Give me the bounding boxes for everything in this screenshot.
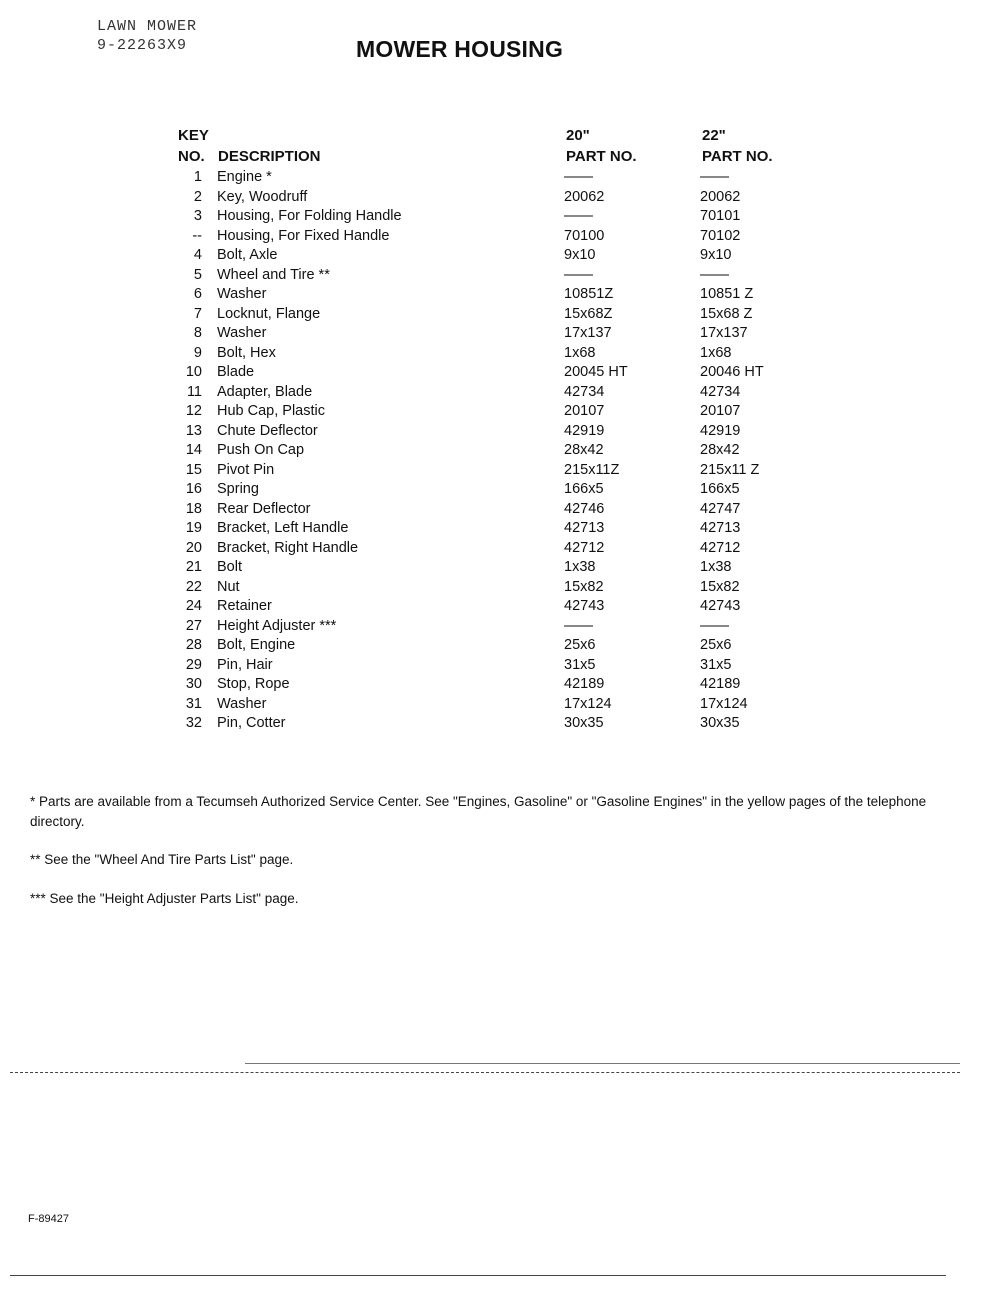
part-number-22: 70101 (700, 208, 741, 224)
part-number-20: —— (564, 169, 593, 185)
number-column-header: NO. (178, 148, 205, 165)
part-description: Wheel and Tire ** (217, 266, 330, 283)
part-number-22: —— (700, 617, 729, 634)
divider-line (10, 1072, 960, 1073)
part-number-20: 9x10 (564, 247, 596, 263)
footnote-height-adjuster: *** See the "Height Adjuster Parts List" page. (30, 891, 299, 906)
table-row (0, 285, 1000, 305)
key-number: -- (192, 227, 202, 244)
part-description: Housing, For Folding Handle (217, 208, 402, 224)
table-row (0, 422, 1000, 442)
part-description: Washer (217, 286, 267, 302)
table-row (0, 402, 1000, 422)
table-row (0, 480, 1000, 500)
key-number: 8 (193, 325, 202, 341)
part-description: Height Adjuster *** (217, 617, 337, 634)
part-description: Adapter, Blade (217, 383, 313, 400)
table-row (0, 695, 1000, 715)
part-number-20: 70100 (564, 227, 605, 244)
part-number-22: 10851 Z (700, 286, 754, 302)
table-row (0, 461, 1000, 481)
part-number-22: 20062 (700, 188, 741, 205)
part-description: Nut (217, 578, 240, 595)
part-number-22: 42743 (700, 598, 741, 614)
part-number-20: 42712 (564, 539, 605, 556)
key-number: 20 (185, 539, 202, 556)
key-number: 24 (185, 598, 202, 614)
table-row (0, 363, 1000, 383)
part-number-20: 166x5 (564, 481, 604, 497)
key-number: 27 (185, 617, 202, 634)
part-number-22: —— (700, 169, 729, 185)
table-row (0, 597, 1000, 617)
part-description: Housing, For Fixed Handle (217, 227, 390, 244)
part-number-20: 28x42 (564, 442, 604, 458)
part-number-20: 1x68 (564, 344, 596, 361)
key-number: 2 (193, 188, 202, 205)
part-description: Bolt, Hex (217, 344, 276, 361)
part-description: Bolt, Axle (217, 247, 278, 263)
part-number-22: 31x5 (700, 656, 732, 673)
key-number: 15 (185, 461, 202, 478)
part-number-22: —— (700, 266, 729, 283)
key-number: 6 (193, 286, 202, 302)
part-number-20: 1x38 (564, 559, 596, 575)
table-row (0, 246, 1000, 266)
table-row (0, 305, 1000, 325)
size-22-header: 22" (702, 127, 726, 144)
part-number-20: 15x68Z (564, 305, 613, 322)
table-row (0, 656, 1000, 676)
part-number-20: 42189 (564, 676, 605, 692)
key-number: 21 (185, 559, 202, 575)
part-number-22: 28x42 (700, 442, 740, 458)
part-number-22: 9x10 (700, 247, 732, 263)
part-number-22: 30x35 (700, 715, 740, 731)
part-number-22: 17x124 (700, 695, 748, 712)
part-description: Retainer (217, 598, 272, 614)
part-number-22: 20046 HT (700, 364, 764, 380)
part-number-22: 17x137 (700, 325, 748, 341)
size-20-header: 20" (566, 127, 590, 144)
key-number: 3 (193, 208, 202, 224)
part-description: Pivot Pin (217, 461, 275, 478)
part-number-22: 42747 (700, 500, 741, 517)
key-number: 12 (185, 403, 202, 419)
key-number: 5 (193, 266, 202, 283)
part-description: Bracket, Right Handle (217, 539, 359, 556)
table-row (0, 207, 1000, 227)
part-number-20: 17x124 (564, 695, 612, 712)
part-number-20: 215x11Z (564, 461, 620, 478)
table-row (0, 539, 1000, 559)
key-number: 30 (185, 676, 202, 692)
part-number-20: 30x35 (564, 715, 604, 731)
key-column-header: KEY (178, 127, 209, 144)
part-description: Pin, Cotter (217, 715, 286, 731)
part-number-20: —— (564, 208, 593, 224)
part-description: Key, Woodruff (217, 188, 308, 205)
form-number: F-89427 (28, 1213, 69, 1225)
part-number-20: —— (564, 266, 593, 283)
key-number: 14 (185, 442, 202, 458)
table-row (0, 188, 1000, 208)
part-description: Bolt (217, 559, 242, 575)
key-number: 22 (185, 578, 202, 595)
key-number: 16 (185, 481, 202, 497)
part-number-22: 1x68 (700, 344, 732, 361)
key-number: 28 (185, 637, 202, 653)
table-row (0, 344, 1000, 364)
part-number-22: 215x11 Z (700, 461, 760, 478)
key-number: 29 (185, 656, 202, 673)
part-number-20: 10851Z (564, 286, 614, 302)
table-row (0, 227, 1000, 247)
footnote-wheel-tire: ** See the "Wheel And Tire Parts List" page. (30, 852, 294, 867)
part-number-20: 17x137 (564, 325, 612, 341)
table-row (0, 519, 1000, 539)
part-number-20: 31x5 (564, 656, 596, 673)
part-description: Chute Deflector (217, 422, 318, 439)
part-number-20: —— (564, 617, 593, 634)
bottom-divider-line (10, 1275, 946, 1276)
key-number: 1 (193, 169, 202, 185)
part-description: Rear Deflector (217, 500, 311, 517)
part-description: Spring (217, 481, 259, 497)
description-column-header: DESCRIPTION (218, 148, 321, 165)
part-description: Washer (217, 325, 267, 341)
key-number: 18 (185, 500, 202, 517)
part-description: Blade (217, 364, 255, 380)
table-row (0, 675, 1000, 695)
part-description: Locknut, Flange (217, 305, 321, 322)
part-number-20: 20045 HT (564, 364, 628, 380)
part-number-20: 42746 (564, 500, 605, 517)
part-number-22: 25x6 (700, 637, 732, 653)
part-number-22: 15x82 (700, 578, 740, 595)
table-row (0, 266, 1000, 286)
part-number-20: 25x6 (564, 637, 596, 653)
part-description: Push On Cap (217, 442, 305, 458)
key-number: 4 (193, 247, 202, 263)
part-number-20: 20107 (564, 403, 605, 419)
part-number-22: 166x5 (700, 481, 740, 497)
part-description: Bracket, Left Handle (217, 520, 349, 536)
part-number-22: 42734 (700, 383, 741, 400)
table-row (0, 636, 1000, 656)
part-description: Pin, Hair (217, 656, 273, 673)
part-number-22: 70102 (700, 227, 741, 244)
table-row (0, 383, 1000, 403)
part-number-22: 42189 (700, 676, 741, 692)
part-number-22: 15x68 Z (700, 305, 753, 322)
part-number-22: 20107 (700, 403, 741, 419)
part-no-20-header: PART NO. (566, 148, 637, 165)
footnote-engine-parts: * Parts are available from a Tecumseh Authorized Service Center. See "Engines, Gasoline" or "Gasoline Engines" in the yellow pages of the telephone directory. (30, 794, 927, 829)
part-description: Bolt, Engine (217, 637, 296, 653)
part-no-22-header: PART NO. (702, 148, 773, 165)
part-description: Engine * (217, 169, 272, 185)
part-number-20: 42734 (564, 383, 605, 400)
key-number: 9 (193, 344, 202, 361)
model-label: LAWN MOWER (97, 18, 198, 35)
page-title: MOWER HOUSING (356, 36, 564, 62)
table-row (0, 441, 1000, 461)
part-description: Washer (217, 695, 267, 712)
key-number: 19 (185, 520, 202, 536)
part-number-22: 42712 (700, 539, 741, 556)
table-row (0, 500, 1000, 520)
key-number: 10 (185, 364, 202, 380)
table-row (0, 714, 1000, 734)
key-number: 32 (185, 715, 202, 731)
part-description: Stop, Rope (217, 676, 290, 692)
parts-list (0, 168, 1000, 734)
part-number-22: 42919 (700, 422, 741, 439)
table-row (0, 578, 1000, 598)
part-number-20: 42713 (564, 520, 605, 536)
key-number: 31 (185, 695, 202, 712)
part-number-20: 20062 (564, 188, 605, 205)
table-row (0, 168, 1000, 188)
part-description: Hub Cap, Plastic (217, 403, 325, 419)
part-number-20: 42919 (564, 422, 605, 439)
model-number: 9-22263X9 (97, 37, 188, 54)
table-row (0, 558, 1000, 578)
part-number-22: 1x38 (700, 559, 732, 575)
part-number-20: 15x82 (564, 578, 604, 595)
key-number: 11 (186, 383, 202, 400)
key-number: 13 (185, 422, 202, 439)
divider-line (245, 1063, 960, 1064)
part-number-22: 42713 (700, 520, 741, 536)
table-row (0, 324, 1000, 344)
table-row (0, 617, 1000, 637)
key-number: 7 (193, 305, 202, 322)
part-number-20: 42743 (564, 598, 605, 614)
